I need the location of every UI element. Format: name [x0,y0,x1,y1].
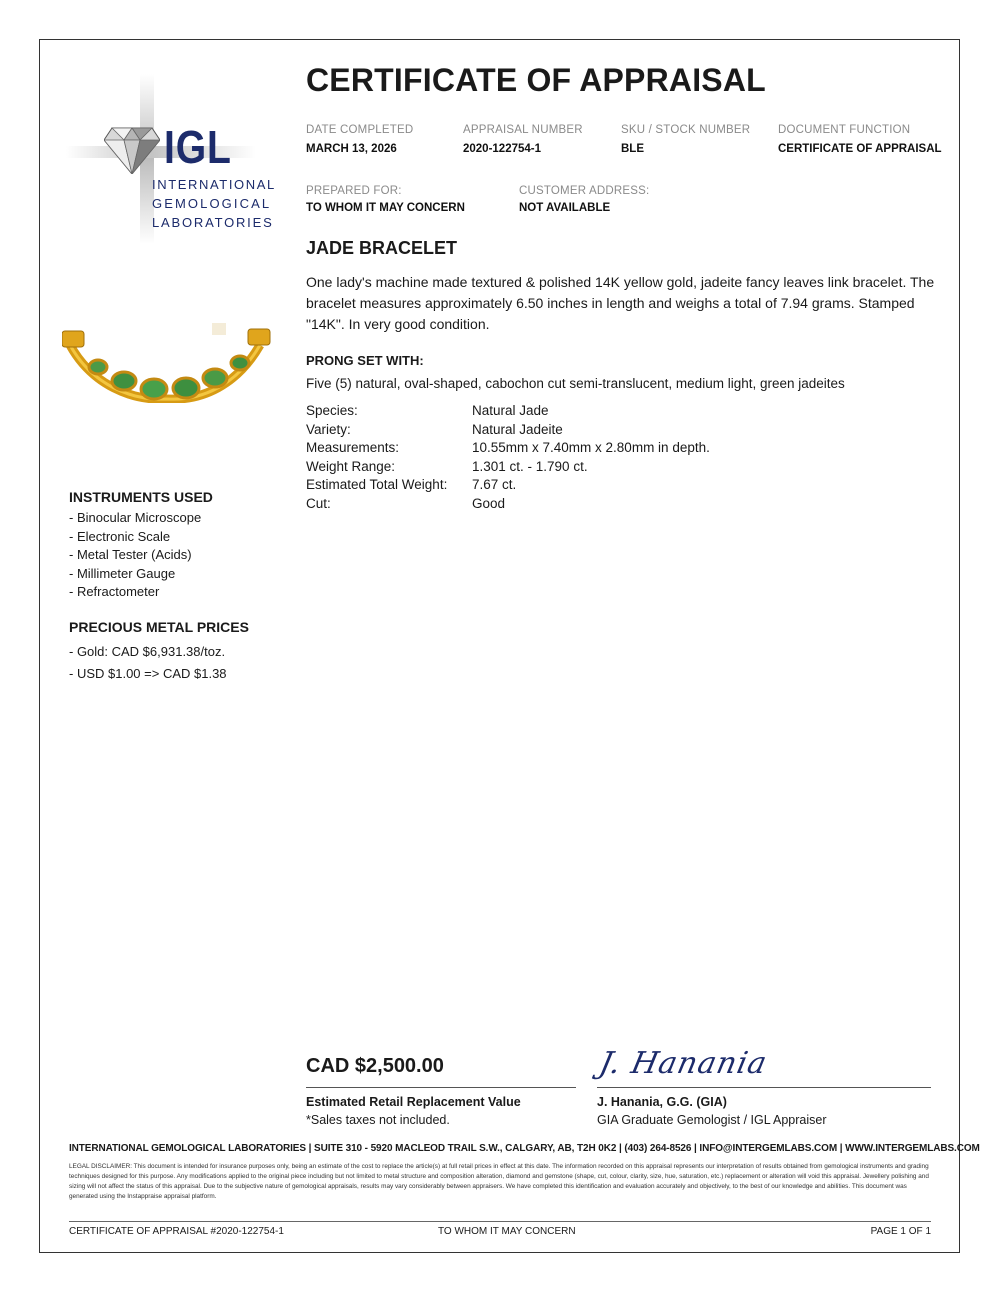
spec-key: Estimated Total Weight: [306,477,448,492]
sku-label: SKU / STOCK NUMBER [621,124,751,136]
spec-row [306,477,710,496]
instruments-list [69,510,201,603]
appraised-price: CAD $2,500.00 [306,1055,444,1077]
spec-key: Weight Range: [306,458,396,474]
sku-value: BLE [621,143,644,155]
list-item: - Electronic Scale [69,528,171,544]
list-item: - Metal Tester (Acids) [69,547,192,562]
document-function-label: DOCUMENT FUNCTION [778,124,911,136]
price-label: Estimated Retail Replacement Value [306,1095,521,1109]
signatory-title: GIA Graduate Gemologist / IGL Appraiser [597,1113,827,1127]
spec-value: 7.67 ct. [472,477,517,492]
spec-key: Cut: [306,495,331,511]
gem-spec-table [306,403,710,514]
price-note: *Sales taxes not included. [306,1113,450,1127]
spec-value: Natural Jadeite [472,421,563,437]
bracelet-image [62,315,272,403]
prepared-for-label: PREPARED FOR: [306,185,402,197]
spec-value: 1.301 ct. - 1.790 ct. [472,458,588,474]
list-item: - Millimeter Gauge [69,565,176,581]
diamond-icon [104,124,160,174]
spec-row [306,440,710,459]
item-title: JADE BRACELET [306,238,458,258]
spec-row [306,422,710,441]
appraisal-number-label: APPRAISAL NUMBER [463,124,583,136]
spec-value: Good [472,495,506,511]
date-completed-value: MARCH 13, 2026 [306,143,397,155]
list-item: - Binocular Microscope [69,510,202,525]
metal-prices-heading: PRECIOUS METAL PRICES [69,619,249,635]
item-description: One lady's machine made textured & polished 14K yellow gold, jadeite fancy leaves link bracelet. The bracelet measures approximately 6.50 inches in length and weighs a total of 7.94 grams. Stamped "14K". In very good condition. [306,274,935,332]
signatory-name: J. Hanania, G.G. (GIA) [597,1095,727,1109]
spec-value: 10.55mm x 7.40mm x 2.80mm in depth. [472,440,710,455]
spec-key: Species: [306,403,358,418]
signature-script: J. Hanania [596,1046,771,1081]
footer-certificate-number: CERTIFICATE OF APPRAISAL #2020-122754-1 [69,1226,284,1237]
logo-line-3: LABORATORIES [152,215,274,230]
spec-key: Measurements: [306,440,400,455]
logo-line-2: GEMOLOGICAL [152,196,272,211]
list-item: - Gold: CAD $6,931.38/toz. [69,644,226,659]
spec-value: Natural Jade [472,403,549,418]
spec-row [306,496,710,515]
footer-page-number: PAGE 1 OF 1 [870,1226,931,1237]
price-rule [306,1087,576,1088]
page-title: CERTIFICATE OF APPRAISAL [306,62,766,98]
instruments-heading: INSTRUMENTS USED [69,489,213,505]
legal-disclaimer: LEGAL DISCLAIMER: This document is intended for insurance purposes only, being an estimate of the cost to replace the article(s) at full retail prices in effect at this date. The information recorded on this appraisal represents our interpretation of results obtained from gemological instruments and grading techniques designed for this purpose. Any modifications applied to the original piece including but not limited to metal structure and composition alteration, diamond and gemstone (shape, cut, colour, clarity, size, hue, saturation, etc.) replacement or alteration will void this appraisal. Jewellery polishing and sizing will not affect the status of this appraisal. Due to the subjective nature of gemological appraisals, results may vary considerably between appraisers. We have completed this identification and evaluation accurately and objectively, to the best of our knowledge and abilities. This document was generated using the Instappraise appraisal platform. [69,1163,929,1200]
logo-abbrev: IGL [164,121,232,173]
bottom-rule [69,1221,931,1222]
spec-row [306,459,710,478]
logo-line-1: INTERNATIONAL [152,177,276,192]
company-contact-line: INTERNATIONAL GEMOLOGICAL LABORATORIES | SUITE 310 - 5920 MACLEOD TRAIL S.W., CALGARY, AB, T2H 0K2 | (403) 264-8526 | INFO@INTERGEMLABS.COM | WWW.INTERGEMLABS.COM [69,1143,980,1154]
list-item: - Refractometer [69,584,160,599]
spec-row [306,403,710,422]
customer-address-label: CUSTOMER ADDRESS: [519,185,650,197]
list-item: - USD $1.00 => CAD $1.38 [69,666,227,681]
prong-description: Five (5) natural, oval-shaped, cabochon cut semi-translucent, medium light, green jadeites [306,376,845,391]
date-completed-label: DATE COMPLETED [306,124,414,136]
metal-prices-list [69,641,227,685]
bracelet-photo [62,315,272,403]
prong-heading: PRONG SET WITH: [306,353,424,368]
spec-key: Variety: [306,421,351,437]
prepared-for-value: TO WHOM IT MAY CONCERN [306,202,465,214]
footer-recipient: TO WHOM IT MAY CONCERN [438,1226,576,1237]
document-function-value: CERTIFICATE OF APPRAISAL [778,143,942,155]
signature-rule [597,1087,931,1088]
customer-address-value: NOT AVAILABLE [519,202,611,214]
igl-logo [66,74,276,244]
appraisal-number-value: 2020-122754-1 [463,143,542,155]
